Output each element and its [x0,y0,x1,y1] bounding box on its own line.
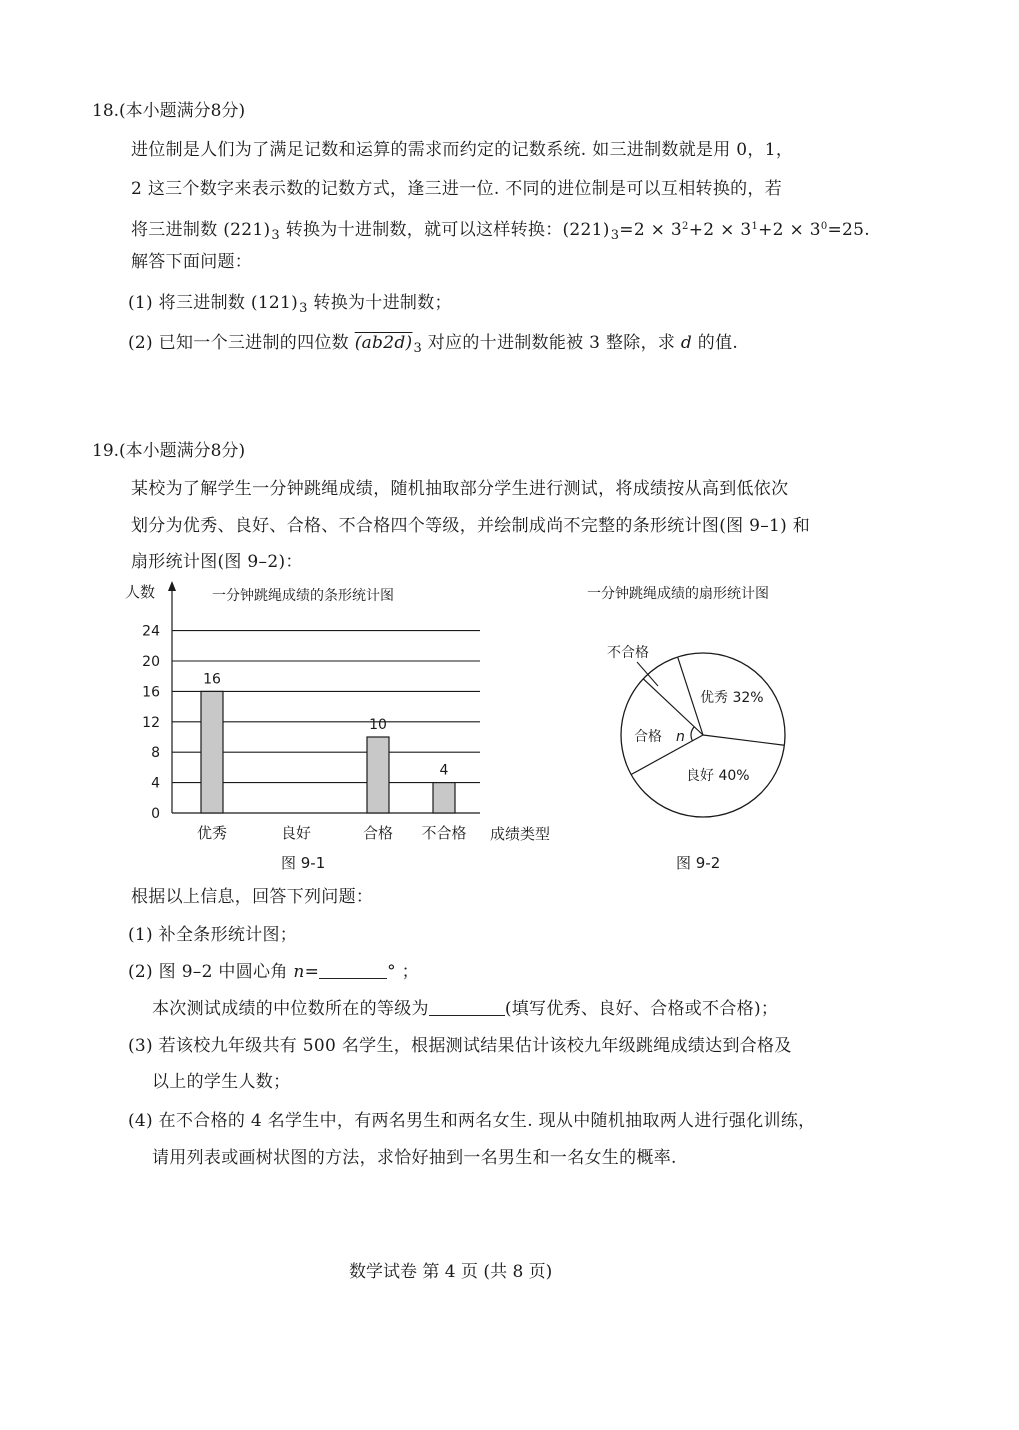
q18-line1: 进位制是人们为了满足记数和运算的需求而约定的记数系统. 如三进制数就是用 0，1， [131,140,794,160]
q19-part4-line1: (4) 在不合格的 4 名学生中，有两名男生和两名女生. 现从中随机抽取两人进行强化训练， [128,1111,816,1131]
bar-ytick-label: 24 [142,623,160,640]
bar-grid [142,624,480,822]
q18-line4: 解答下面问题： [131,252,253,272]
q19-header [92,436,245,461]
q18-line3-sub2: 3 [610,228,620,243]
bar-chart-title: 一分钟跳绳成绩的条形统计图 [212,588,394,604]
q18-part2-c: 的值. [692,333,739,353]
q19-line2: 划分为优秀、良好、合格、不合格四个等级，并绘制成尚不完整的条形统计图(图 9–1) 和 [131,516,811,536]
q19-number: 19. [92,441,120,461]
bar-ytick-label: 4 [151,775,160,792]
pie-chart [580,575,840,835]
bar-value-label: 10 [369,717,387,733]
page-footer: 数学试卷 第 4 页 (共 8 页) [349,1262,553,1282]
bar-chart-xlabel: 成绩类型 [490,825,551,843]
pie-slice-label: 不合格 [607,645,649,661]
q18-line3-b: 转换为十进制数，就可以这样转换：(221) [280,220,610,240]
q18-line3-d: +2 × 3 [688,220,752,240]
bar [433,783,455,813]
q18-line3-a: 将三进制数 (221) [131,220,271,240]
q19-part4-line2: 请用列表或画树状图的方法，求恰好抽到一名男生和一名女生的概率. [152,1148,677,1168]
q18-line3-e: +2 × 3 [758,220,821,240]
q18-part2 [128,328,738,356]
bar-ytick-label: 8 [151,745,160,762]
bar-value-label: 4 [439,762,449,779]
q18-part2-sub: 3 [413,341,423,356]
bar-chart-caption: 图 9-1 [281,854,326,872]
q19-line1: 某校为了解学生一分钟跳绳成绩，随机抽取部分学生进行测试，将成绩按从高到低依次 [131,479,789,499]
q18-line3 [131,215,870,243]
q19-part2-b: = [304,962,320,982]
q19-part2-a: (2) 图 9–2 中圆心角 [128,962,294,982]
q18-line2: 2 这三个数字来表示数的记数方式，逢三进一位. 不同的进位制是可以互相转换的，若 [131,179,783,199]
q18-part2-b: 对应的十进制数能被 3 整除，求 [422,333,681,353]
q18-score: (本小题满分8分) [119,101,246,121]
bar-marks [197,671,467,842]
q19-part2-line2 [152,994,778,1019]
bar-ytick-label: 0 [151,806,160,822]
q18-part1 [128,288,452,316]
q19-part2-var: n [293,962,305,982]
pie-marks [607,644,785,817]
q19-part2-line2-b: (填写优秀、良好、合格或不合格)； [504,999,779,1019]
bar-category-label: 合格 [362,824,394,842]
pie-slice-label: 优秀 32% [700,690,764,706]
pie-angle-label: n [676,729,685,745]
median-answer-blank[interactable] [429,1001,505,1016]
bar-value-label: 16 [203,671,221,688]
q19-part3-line2: 以上的学生人数； [152,1072,291,1092]
q18-part2-overline: (ab2d) [354,333,413,353]
pie-slice-label: 合格 [634,729,662,745]
bar-category-label: 不合格 [421,824,467,842]
q19-part2-c: ° ； [387,962,419,982]
q19-line3: 扇形统计图(图 9–2)： [131,552,303,572]
bar-y-axis-arrow [168,581,176,591]
bar-chart-ylabel: 人数 [125,583,156,601]
q18-part1-a: (1) 将三进制数 (121) [128,293,299,313]
q18-line3-c: =2 × 3 [619,220,683,240]
q19-part1: (1) 补全条形统计图； [128,925,298,945]
q18-line3-sup3: 0 [820,221,828,232]
bar-category-label: 良好 [280,824,312,842]
bar-ytick-label: 12 [142,714,160,731]
bar-chart [120,575,580,875]
bar [201,691,223,813]
q18-part2-var: d [680,333,693,353]
q18-number: 18. [92,101,120,121]
q19-part2-line2-a: 本次测试成绩的中位数所在的等级为 [152,999,429,1019]
q19-part2 [128,957,419,982]
q19-after: 根据以上信息，回答下列问题： [131,887,374,907]
pie-slice-label: 良好 40% [686,768,750,784]
pie-chart-title: 一分钟跳绳成绩的扇形统计图 [587,586,769,602]
q18-line3-sup1: 2 [682,221,689,232]
q18-part2-a: (2) 已知一个三进制的四位数 [128,333,355,353]
q18-line3-f: =25. [827,220,870,240]
bar-category-label: 优秀 [196,824,228,842]
angle-answer-blank[interactable] [319,964,387,979]
q18-line3-sup2: 1 [751,221,759,232]
q18-line3-sub1: 3 [271,228,280,243]
q19-part3-line1: (3) 若该校九年级共有 500 名学生，根据测试结果估计该校九年级跳绳成绩达到合格及 [128,1036,792,1056]
q18-header [92,96,245,121]
pie-chart-caption: 图 9-2 [676,854,721,872]
bar-ytick-label: 20 [142,654,160,670]
bar-ytick-label: 16 [142,684,160,701]
bar [367,737,389,813]
q19-score: (本小题满分8分) [119,441,246,461]
q18-part1-sub: 3 [299,301,308,316]
q18-part1-b: 转换为十进制数； [307,293,452,313]
